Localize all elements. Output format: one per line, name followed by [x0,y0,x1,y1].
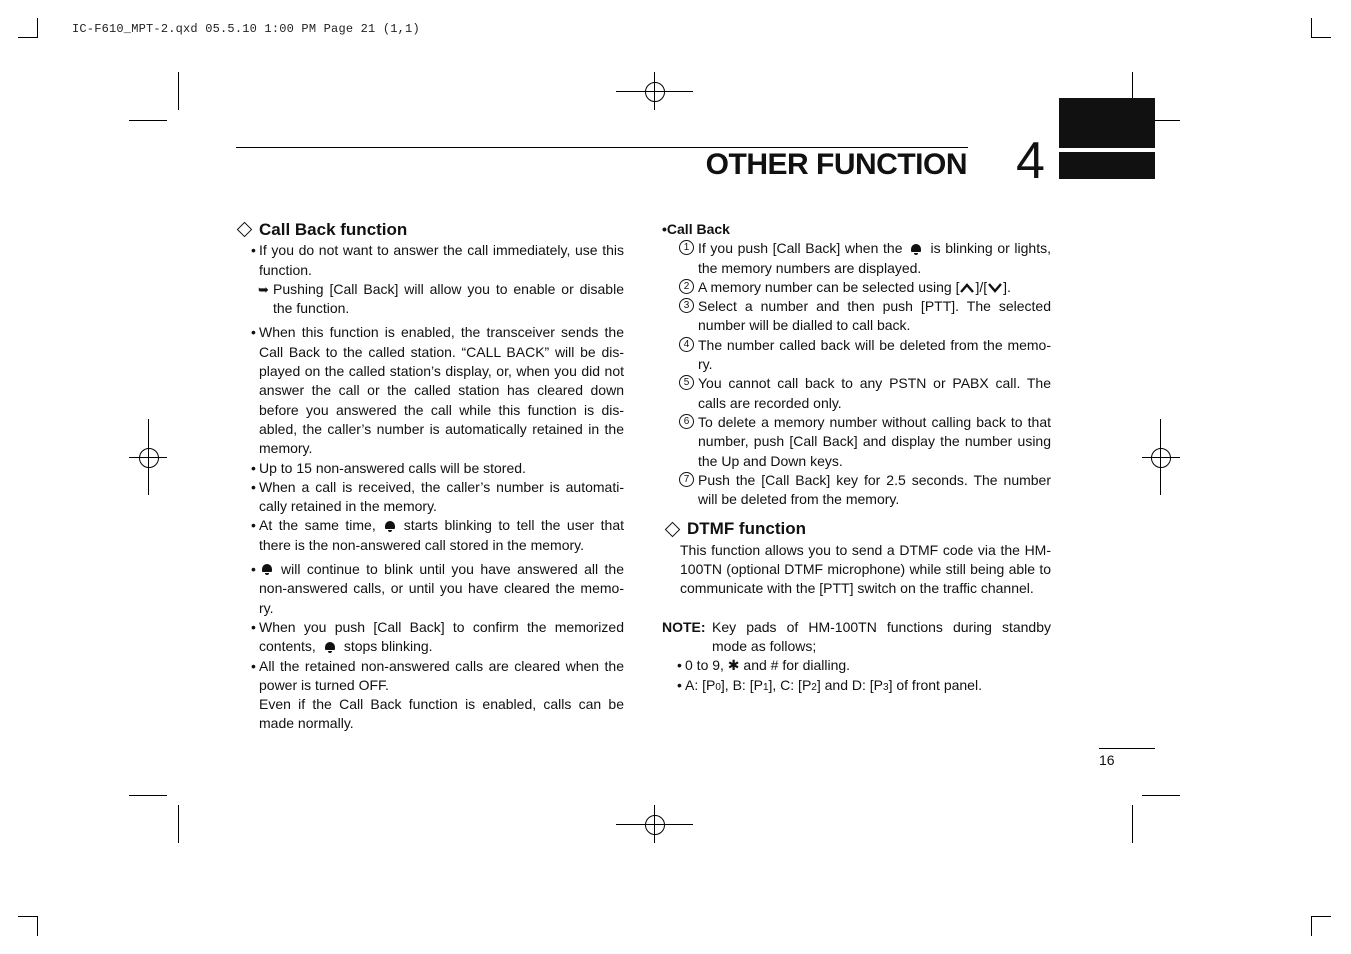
list-item: • All the retained non-answered calls are cleared when the power is turned OFF. [251,657,624,693]
note: NOTE: Key pads of HM-100TN functions during standby mode as follows; [662,618,1051,654]
list-item: • A: [P0], B: [P1], C: [P2] and D: [P3] of front panel. [677,676,982,693]
step-item: 7 Push the [Call Back] key for 2.5 seconds. The number will be deleted from the memory. [662,471,1051,510]
call-back-heading: Call Back function [236,220,624,239]
down-arrow-icon [988,283,1002,293]
chapter-title: OTHER FUNCTION [705,148,967,181]
page-number: 16 [1099,748,1155,768]
list-item: ➥ Pushing [Call Back] will allow you to enable or disable the function. [258,280,624,317]
list-item: • If you do not want to answer the call immediately, use this function. [251,242,624,278]
list-item: • When this function is enabled, the transceiver sends the Call Back to the called station. “CALL BACK” will be dis-played on the called station’s display, or, when you did not answer the call or the called station has cleared down before you answered the call while this function is dis-abled, the caller’s number is automatically retained in the memory. [251,324,624,457]
step-item: 2 A memory number can be selected using [ ]/[ ]. [662,278,1051,297]
list-item: • 0 to 9, ✱ and # for dialling. [677,657,851,674]
step-item: 3 Select a number and then push [PTT]. The selected number will be dialled to call back. [662,297,1051,336]
step-item: 4 The number called back will be deleted from the memo-ry. [662,336,1051,375]
list-item-continuation: Even if the Call Back function is enabled, calls can be made normally. [259,696,624,732]
list-item: • At the same time, starts blinking to tell the user that there is the non-answered call stored in the memory. [251,517,624,553]
step-item: 6 To delete a memory number without calling back to that number, push [Call Back] and display the number using the Up and Down keys. [662,413,1051,471]
diamond-icon [237,222,253,238]
list-item: • will continue to blink until you have answered all the non-answered calls, or until you have cleared the memo-ry. [251,561,624,616]
chapter-tab-block-lower [1059,152,1155,179]
call-back-section [236,220,624,734]
chapter-number: 4 [1016,132,1045,190]
list-item: • When a call is received, the caller’s number is automati-cally retained in the memory. [251,478,624,515]
diamond-icon [665,521,681,537]
dtmf-body: This function allows you to send a DTMF code via the HM-100TN (optional DTMF microphone) while still being able to communicate with the [PTT] switch on the traffic channel. [680,541,1051,597]
step-item: 5 You cannot call back to any PSTN or PABX call. The calls are recorded only. [662,374,1051,413]
file-meta-header: IC-F610_MPT-2.qxd 05.5.10 1:00 PM Page 21 (1,1) [72,22,420,36]
call-back-steps [662,220,1051,697]
arrow-icon: ➥ [258,281,269,297]
up-arrow-icon [960,283,974,293]
list-item: • Up to 15 non-answered calls will be stored. [251,459,526,476]
dtmf-heading: DTMF function [664,519,1051,538]
chapter-tab-block [1059,98,1155,148]
steps-heading: •Call Back [662,221,730,237]
list-item: • When you push [Call Back] to confirm the memorized contents, stops blinking. [251,618,624,655]
step-item: 1 If you push [Call Back] when the is blinking or lights, the memory numbers are displayed. [662,239,1051,278]
